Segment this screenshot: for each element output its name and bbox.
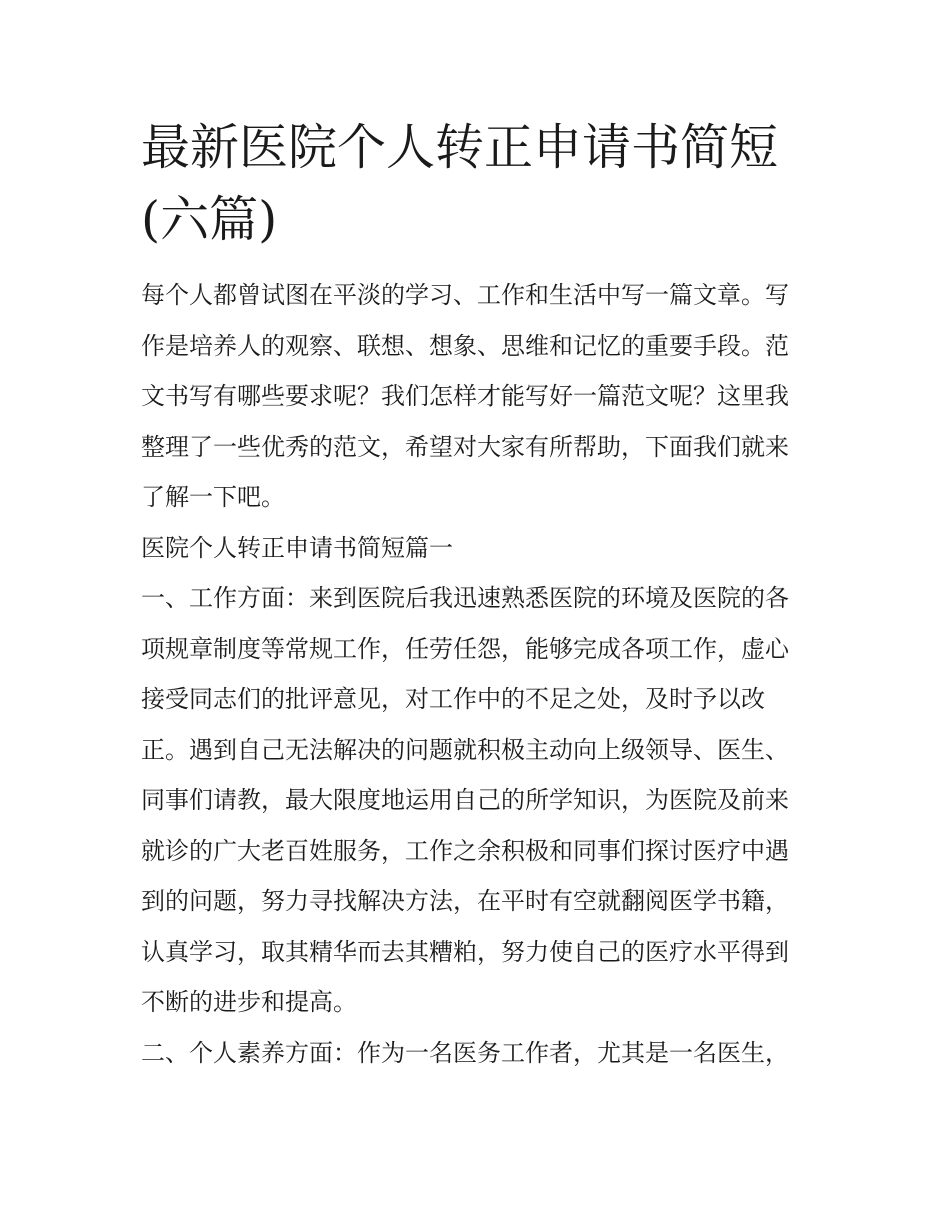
section-heading: 医院个人转正申请书简短篇一: [141, 533, 453, 562]
section2-line-1: 二、个人素养方面：作为一名医务工作者，尤其是一名医生，: [141, 1038, 789, 1067]
section1-line-5: 同事们请教，最大限度地运用自己的所学知识，为医院及前来: [141, 786, 789, 814]
section1-line-2: 项规章制度等常规工作，任劳任怨，能够完成各项工作，虚心: [141, 634, 789, 663]
section1-line-9: 不断的进步和提高。: [141, 988, 357, 1016]
title-line-1: 最新医院个人转正申请书简短: [141, 119, 779, 176]
document-title: [141, 112, 813, 256]
intro-line-4: 整理了一些优秀的范文，希望对大家有所帮助，下面我们就来: [141, 432, 789, 461]
intro-line-3: 文书写有哪些要求呢？我们怎样才能写好一篇范文呢？这里我: [141, 382, 789, 410]
section1-line-3: 接受同志们的批评意见，对工作中的不足之处，及时予以改: [141, 685, 765, 713]
intro-line-1: 每个人都曾试图在平淡的学习、工作和生活中写一篇文章。写: [141, 281, 789, 309]
section1-line-8: 认真学习，取其精华而去其糟粕，努力使自己的医疗水平得到: [141, 937, 789, 966]
intro-line-5: 了解一下吧。: [141, 483, 285, 511]
section1-paragraph: [141, 573, 813, 1028]
section1-line-6: 就诊的广大老百姓服务，工作之余积极和同事们探讨医疗中遇: [141, 836, 789, 865]
section1-line-1: 一、工作方面：来到医院后我迅速熟悉医院的环境及医院的各: [141, 584, 789, 612]
section2-paragraph: [141, 1028, 813, 1079]
intro-line-2: 作是培养人的观察、联想、想象、思维和记忆的重要手段。范: [141, 331, 789, 360]
intro-paragraph: [141, 270, 813, 523]
section1-line-7: 到的问题，努力寻找解决方法，在平时有空就翻阅医学书籍，: [141, 887, 789, 915]
document-body: [141, 112, 813, 1078]
title-line-2: (六篇): [141, 191, 278, 248]
section1-line-4: 正。遇到自己无法解决的问题就积极主动向上级领导、医生、: [141, 735, 789, 764]
